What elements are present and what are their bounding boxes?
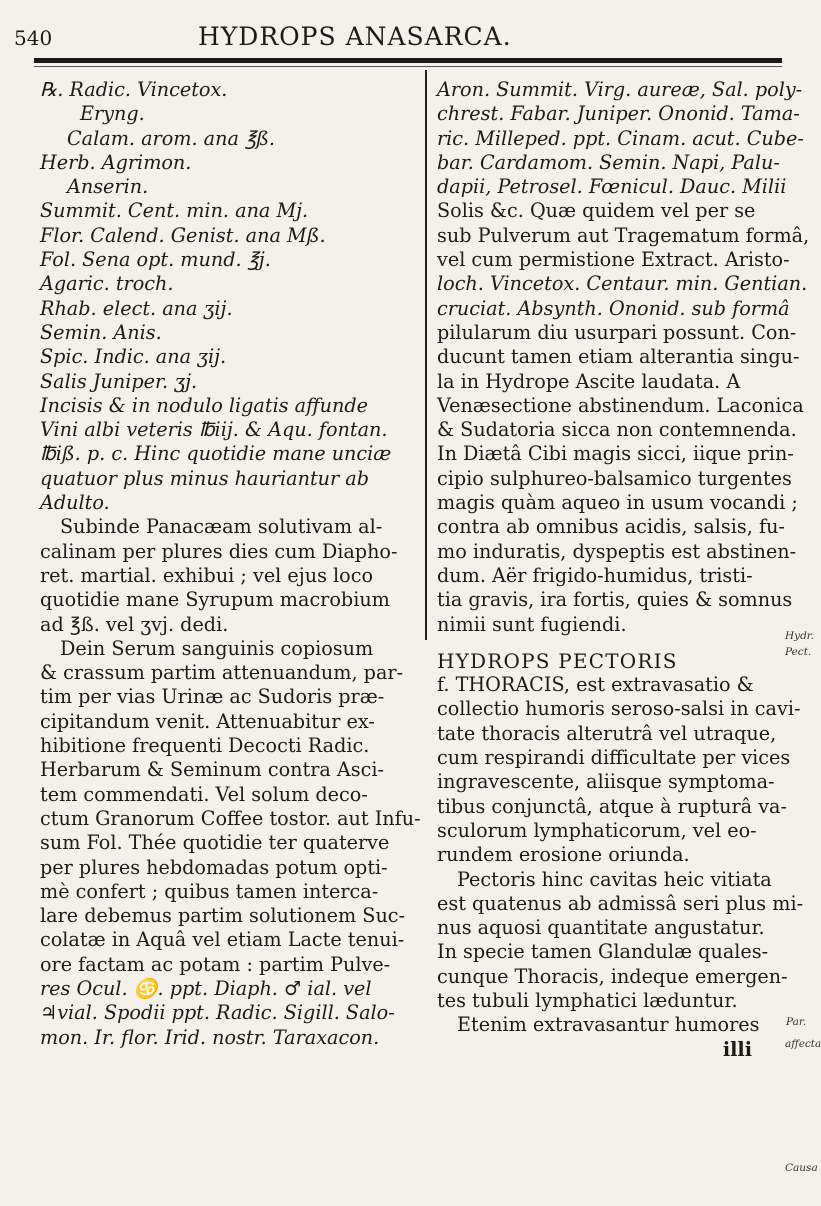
left-column <box>40 78 422 1050</box>
text-line: Salis Juniper. ʒj. <box>40 369 198 393</box>
text-line: sub Pulverum aut Tragematum formâ, <box>437 223 810 247</box>
text-line: ret. martial. exhibui ; vel ejus loco <box>40 563 373 587</box>
running-title: HYDROPS ANASARCA. <box>198 22 512 51</box>
text-line: ducunt tamen etiam alterantia singu- <box>437 345 800 369</box>
text-line: quotidie mane Syrupum macrobium <box>40 588 390 612</box>
column-divider <box>425 70 427 640</box>
text-line: la in Hydrope Ascite laudata. A <box>437 369 741 393</box>
text-line: Subinde Panacæam solutivam al- <box>60 515 383 539</box>
text-line: lare debemus partim solutionem Suc- <box>40 904 406 928</box>
text-line: Adulto. <box>40 491 110 515</box>
text-line: Eryng. <box>80 102 145 126</box>
margin-note-causa: Causa <box>785 1162 818 1174</box>
text-line: Semin. Anis. <box>40 320 162 344</box>
text-line: mè confert ; quibus tamen interca- <box>40 879 379 903</box>
text-line: nimii sunt fugiendi. <box>437 612 627 636</box>
text-line: Anserin. <box>67 175 149 199</box>
text-line: tim per vias Urinæ ac Sudoris præ- <box>40 685 385 709</box>
margin-note-affecta: affecta <box>785 1038 821 1050</box>
text-line: sum Fol. Thée quotidie ter quaterve <box>40 831 390 855</box>
text-line: chrest. Fabar. Juniper. Ononid. Tama- <box>437 102 800 126</box>
margin-note-pect: Pect. <box>785 646 812 658</box>
text-line: Pectoris hinc cavitas heic vitiata <box>457 867 772 891</box>
text-line: ore factam ac potam : partim Pulve- <box>40 952 391 976</box>
page-number: 540 <box>14 26 53 50</box>
text-line: pilularum diu usurpari possunt. Con- <box>437 320 797 344</box>
text-line: Etenim extravasantur humores <box>457 1013 760 1037</box>
text-line: & crassum partim attenuandum, par- <box>40 661 404 685</box>
text-line: hibitione frequenti Decocti Radic. <box>40 734 370 758</box>
text-line: Calam. arom. ana ℥ß. <box>67 126 275 150</box>
text-line: dapii, Petrosel. Fœnicul. Dauc. Milii <box>437 175 787 199</box>
text-line: nus aquosi quantitate angustatur. <box>437 916 765 940</box>
text-line: Incisis & in nodulo ligatis affunde <box>40 393 369 417</box>
margin-note-par: Par. <box>786 1016 807 1028</box>
text-line: dum. Aër frigido-humidus, tristi- <box>437 563 753 587</box>
text-line: Summit. Cent. min. ana Mj. <box>40 199 309 223</box>
text-line: Spic. Indic. ana ʒij. <box>40 345 227 369</box>
text-line: f. THORACIS, est extravasatio & <box>437 673 754 697</box>
text-line: Aron. Summit. Virg. aureæ, Sal. poly- <box>437 78 803 101</box>
text-line: Rhab. elect. ana ʒij. <box>40 296 233 320</box>
text-line: cipio sulphureo-balsamico turgentes <box>437 466 792 490</box>
text-line: calinam per plures dies cum Diapho- <box>40 539 398 563</box>
text-line: ad ℥ß. vel ʒvj. dedi. <box>40 612 229 636</box>
text-line: collectio humoris seroso-salsi in cavi- <box>437 697 801 721</box>
text-line: cipitandum venit. Attenuabitur ex- <box>40 709 375 733</box>
text-line: & Sudatoria sicca non contemnenda. <box>437 418 797 442</box>
text-line: ric. Milleped. ppt. Cinam. acut. Cube- <box>437 126 804 150</box>
text-line: magis quàm aqueo in usum vocandi ; <box>437 491 798 515</box>
text-line: ctum Granorum Coffee tostor. aut Infu- <box>40 806 421 830</box>
text-line: tem commendati. Vel solum deco- <box>40 782 368 806</box>
text-line: ingravescente, aliisque symptoma- <box>437 770 775 794</box>
text-line: Solis &c. Quæ quidem vel per se <box>437 199 756 223</box>
text-line: Agaric. troch. <box>40 272 174 296</box>
text-line: mon. Ir. flor. Irid. nostr. Taraxacon. <box>40 1025 380 1049</box>
text-line: ℞. Radic. Vincetox. <box>40 78 228 101</box>
text-line: ♃vial. Spodii ppt. Radic. Sigill. Salo- <box>40 1001 395 1025</box>
text-line: Venæsectione abstinendum. Laconica <box>437 393 804 417</box>
text-line: tes tubuli lymphatici læduntur. <box>437 988 738 1012</box>
text-line: rundem erosione oriunda. <box>437 843 690 867</box>
text-line: cum respirandi difficultate per vices <box>437 746 791 770</box>
text-line: bar. Cardamom. Semin. Napi, Palu- <box>437 150 780 174</box>
margin-note-hydr: Hydr. <box>785 630 815 642</box>
text-line: Herb. Agrimon. <box>40 150 192 174</box>
catchword: illi <box>722 1037 752 1061</box>
text-line: In Diætâ Cibi magis sicci, iique prin- <box>437 442 794 466</box>
text-line: tia gravis, ira fortis, quies & somnus <box>437 588 793 612</box>
text-line: Dein Serum sanguinis copiosum <box>60 636 374 660</box>
text-line: ℔iß. p. c. Hinc quotidie mane unciæ <box>40 442 392 466</box>
text-line: cruciat. Absynth. Ononid. sub formâ <box>437 296 790 320</box>
text-line: Vini albi veteris ℔iij. & Aqu. fontan. <box>40 418 388 442</box>
section-heading: HYDROPS PECTORIS <box>437 648 678 673</box>
text-line: res Ocul. ♋. ppt. Diaph. ♂ ial. vel <box>40 976 372 1000</box>
text-line: vel cum permistione Extract. Aristo- <box>437 248 790 272</box>
text-line: Fol. Sena opt. mund. ℥j. <box>40 248 271 272</box>
text-line: contra ab omnibus acidis, salsis, fu- <box>437 515 785 539</box>
text-line: loch. Vincetox. Centaur. min. Gentian. <box>437 272 808 296</box>
text-line: In specie tamen Glandulæ quales- <box>437 940 769 964</box>
header-rule <box>34 58 782 63</box>
text-line: tate thoracis alterutrâ vel utraque, <box>437 721 777 745</box>
text-line: cunque Thoracis, indeque emergen- <box>437 964 788 988</box>
text-line: Herbarum & Seminum contra Asci- <box>40 758 384 782</box>
text-line: sculorum lymphaticorum, vel eo- <box>437 818 757 842</box>
text-line: est quatenus ab admissâ seri plus mi- <box>437 891 804 915</box>
text-line: mo induratis, dyspeptis est abstinen- <box>437 539 797 563</box>
text-line: colatæ in Aquâ vel etiam Lacte tenui- <box>40 928 405 952</box>
text-line: tibus conjunctâ, atque à rupturâ va- <box>437 794 787 818</box>
header-rule-thin <box>34 66 782 67</box>
text-line: per plures hebdomadas potum opti- <box>40 855 388 879</box>
page-header <box>0 0 801 78</box>
text-line: quatuor plus minus hauriantur ab <box>40 466 370 490</box>
text-line: Flor. Calend. Genist. ana Mß. <box>40 223 326 247</box>
